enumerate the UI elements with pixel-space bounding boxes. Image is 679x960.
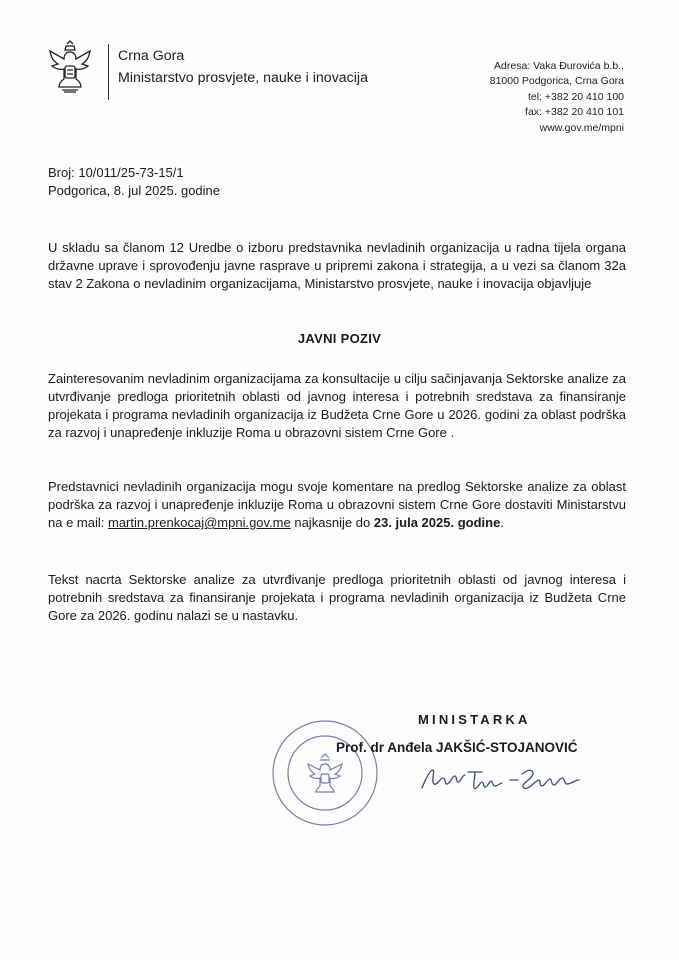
body-paragraph-2: Zainteresovanim nevladinim organizacijama za konsultacije u cilju sačinjavanja Sektorske analize za utvrđivanje predloga prioritetnih oblasti od javnog interesa i potrebnih sredstava za finansiranje projekata i programa nevladinih organizacija iz Budžeta Crne Gore u 2026. godini za oblast podrška za razvoj i unapređenje inkluzije Roma u obrazovni sistem Crne Gore . [48,371,626,440]
official-seal-icon [270,718,380,828]
contact-block [490,59,624,136]
reference-block [48,164,220,200]
website-line: www.gov.me/mpni [539,121,624,134]
deadline-date: 23. jula 2025. godine [373,515,501,530]
coat-of-arms-icon [40,40,100,96]
reference-date: Podgorica, 8. jul 2025. godine [48,183,221,198]
paragraph3-text-middle: najkasnije do [290,515,374,530]
body-paragraph-3 [48,478,626,532]
body-paragraph-4: Tekst nacrta Sektorske analize za utvrđivanje predloga prioritetnih oblasti od javnog interesa i potrebnih sredstava za finansiranje projekata i programa nevladinih organizacija iz Budžeta Crne Gore za 2026. godinu nalazi se u nastavku. [48,572,626,623]
paragraph3-text-after: . [500,515,504,530]
ministry-name: Ministarstvo prosvjete, nauke i inovacija [118,70,368,86]
intro-paragraph: U skladu sa članom 12 Uredbe o izboru predstavnika nevladinih organizacija u radna tijela organa državne uprave i sprovođenju javne rasprave u pripremi zakona i strategija, a u vezi sa članom 32a stav 2 Zakona o nevladinim organizacijama, Ministarstvo prosvjete, nauke i inovacija objavljuje [48,240,626,291]
document-heading: JAVNI POZIV [297,331,382,346]
letterhead-divider [108,44,109,100]
country-name: Crna Gora [118,48,185,64]
paragraph3-text-before: Predstavnici nevladinih organizacija mogu svoje komentare na predlog Sektorske analize za oblast podrška za razvoj i unapređenje inkluzije Roma u obrazovni sistem Crne Gore dostaviti Ministarstvu na e mail: [48,479,626,530]
fax-line: fax: +382 20 410 101 [525,106,624,119]
postal-line: 81000 Podgorica, Crna Gora [489,75,624,88]
email-link[interactable]: martin.prenkocaj@mpni.gov.me [107,515,291,530]
phone-line: tel: +382 20 410 100 [527,90,624,103]
letterhead-organization [118,45,368,89]
signatory-name: Prof. dr Anđela JAKŠIĆ-STOJANOVIĆ [336,740,578,755]
reference-number: Broj: 10/011/25-73-15/1 [48,165,184,180]
address-line: Adresa: Vaka Đurovića b.b., [494,60,624,72]
handwritten-signature [418,762,588,796]
signatory-title: MINISTARKA [418,712,531,727]
